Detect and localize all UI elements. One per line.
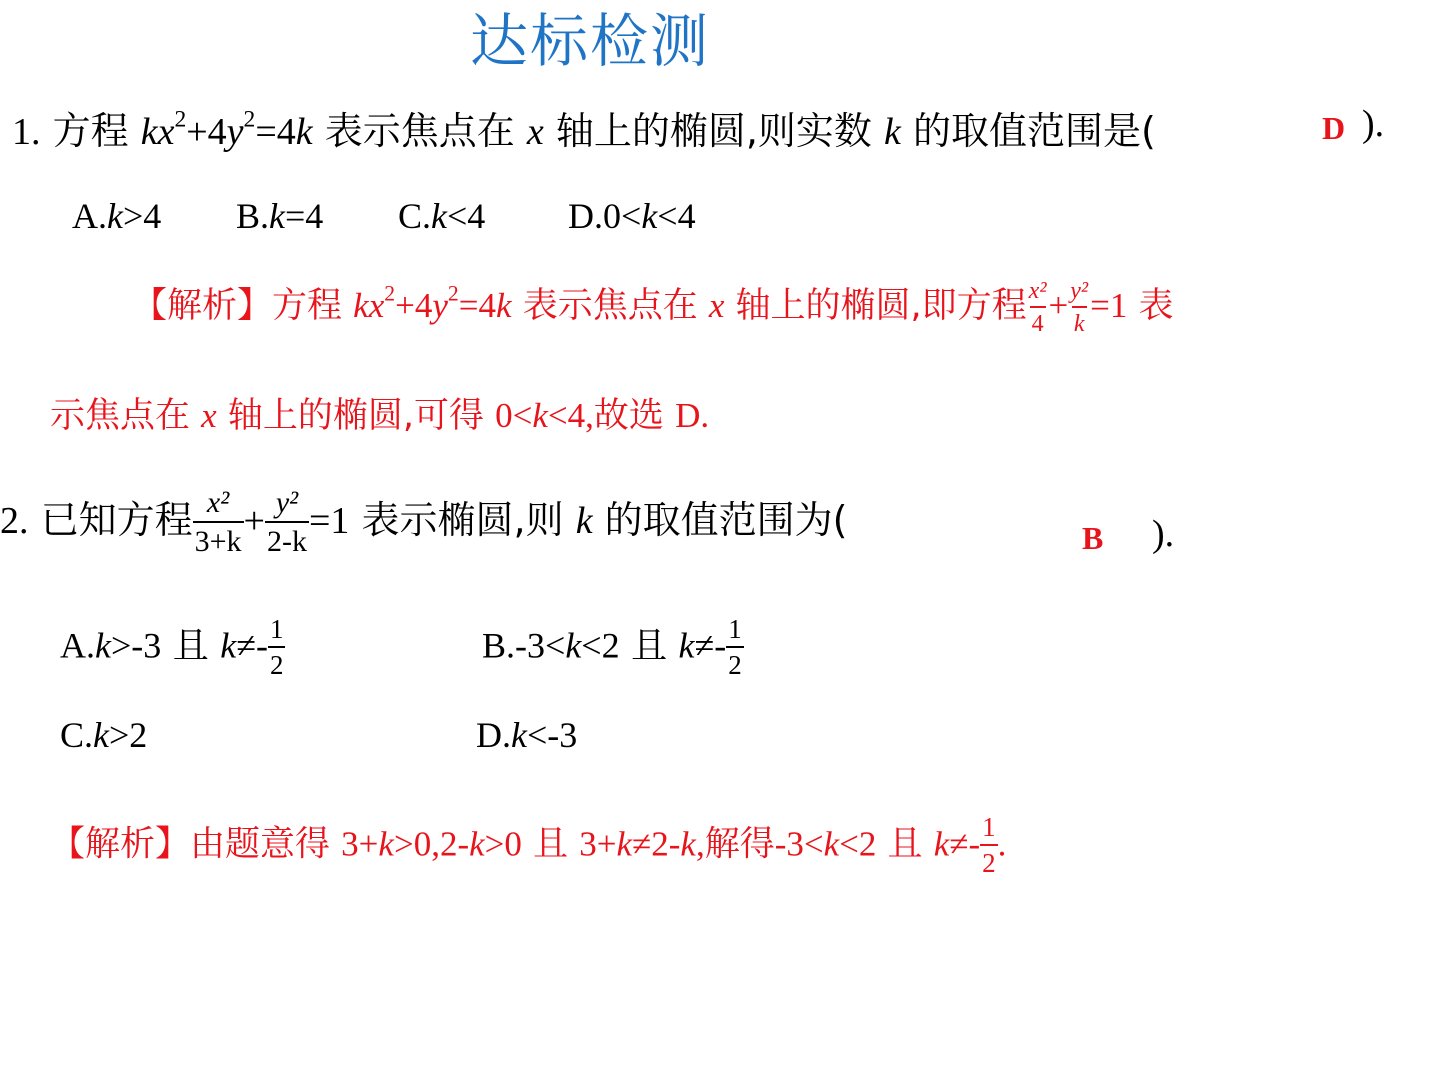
question-text: 方程 (52, 109, 129, 153)
question-text: 表示椭圆,则 (361, 498, 564, 542)
question-text: 的取值范围为( (604, 498, 848, 542)
fraction: $\frac{\text{x²}}{3+k}$ (194, 486, 242, 558)
question-number: 1. (12, 111, 41, 153)
question-text: 已知方程 (40, 498, 193, 542)
fraction: $\frac{\text{y²}}{2-k}$ (266, 486, 307, 558)
explanation-1-line-1: 【解析】方程 $kx^2+4y^2=4k$ 表示焦点在 x 轴上的椭圆,即方程 $\frac{\text{x²}}{4}$ + $\frac{\text{y²}}{k}$ =1 表 (132, 277, 1174, 337)
option-a: A.k>4 (72, 196, 162, 236)
question-text: 表示焦点在 (324, 109, 515, 153)
question-1 (12, 100, 1156, 155)
fraction: $\frac{1}{2}$ (728, 614, 742, 680)
answer-q1: D (1322, 110, 1346, 146)
variable: k (884, 111, 901, 153)
variable: x (526, 111, 544, 153)
option-d: D.k<-3 (476, 715, 578, 755)
page-title: 达标检测 (470, 7, 711, 75)
question-2: 2. 已知方程 $\frac{\text{x²}}{3+k}$ + $\frac{\text{y²}}{2-k}$ =1 表示椭圆,则 k 的取值范围为( (0, 486, 848, 558)
variable: k (575, 500, 593, 542)
explanation-1-line-2: 示焦点在 x 轴上的椭圆,可得 0<k<4,故选 D. (50, 396, 710, 436)
question-text: 轴上的椭圆,则实数 (555, 109, 872, 153)
explanation-tag: 【解析】 (132, 286, 273, 326)
equation: $kx^2+4y^2=4k$ (140, 106, 313, 153)
explanation-tag: 【解析】 (50, 824, 191, 865)
option-c: C.k<4 (398, 196, 486, 236)
option-c: C.k>2 (60, 715, 148, 755)
option-b: B.-3<k<2 且 k≠- $\frac{1}{2}$ (482, 614, 742, 680)
option-b: B.k=4 (236, 196, 324, 236)
fraction: $\frac{\text{y²}}{k}$ (1070, 277, 1089, 337)
fraction: $\frac{1}{2}$ (269, 614, 284, 680)
option-d: D.0<k<4 (568, 196, 696, 236)
answer-close-paren: ). (1152, 513, 1175, 555)
question-text: 的取值范围是( (912, 109, 1156, 153)
fraction: $\frac{1}{2}$ (982, 812, 996, 878)
answer-q2: B (1082, 520, 1104, 556)
explanation-2: 【解析】由题意得 3+k>0,2-k>0 且 3+k≠2-k,解得-3<k<2 且 k≠- $\frac{1}{2}$ . (50, 812, 1007, 878)
question-number: 2. (0, 500, 29, 542)
answer-close-paren: ). (1362, 103, 1385, 145)
fraction: $\frac{\text{x²}}{4}$ (1028, 277, 1047, 337)
option-a: A.k>-3 且 k≠- $\frac{1}{2}$ (60, 614, 284, 680)
